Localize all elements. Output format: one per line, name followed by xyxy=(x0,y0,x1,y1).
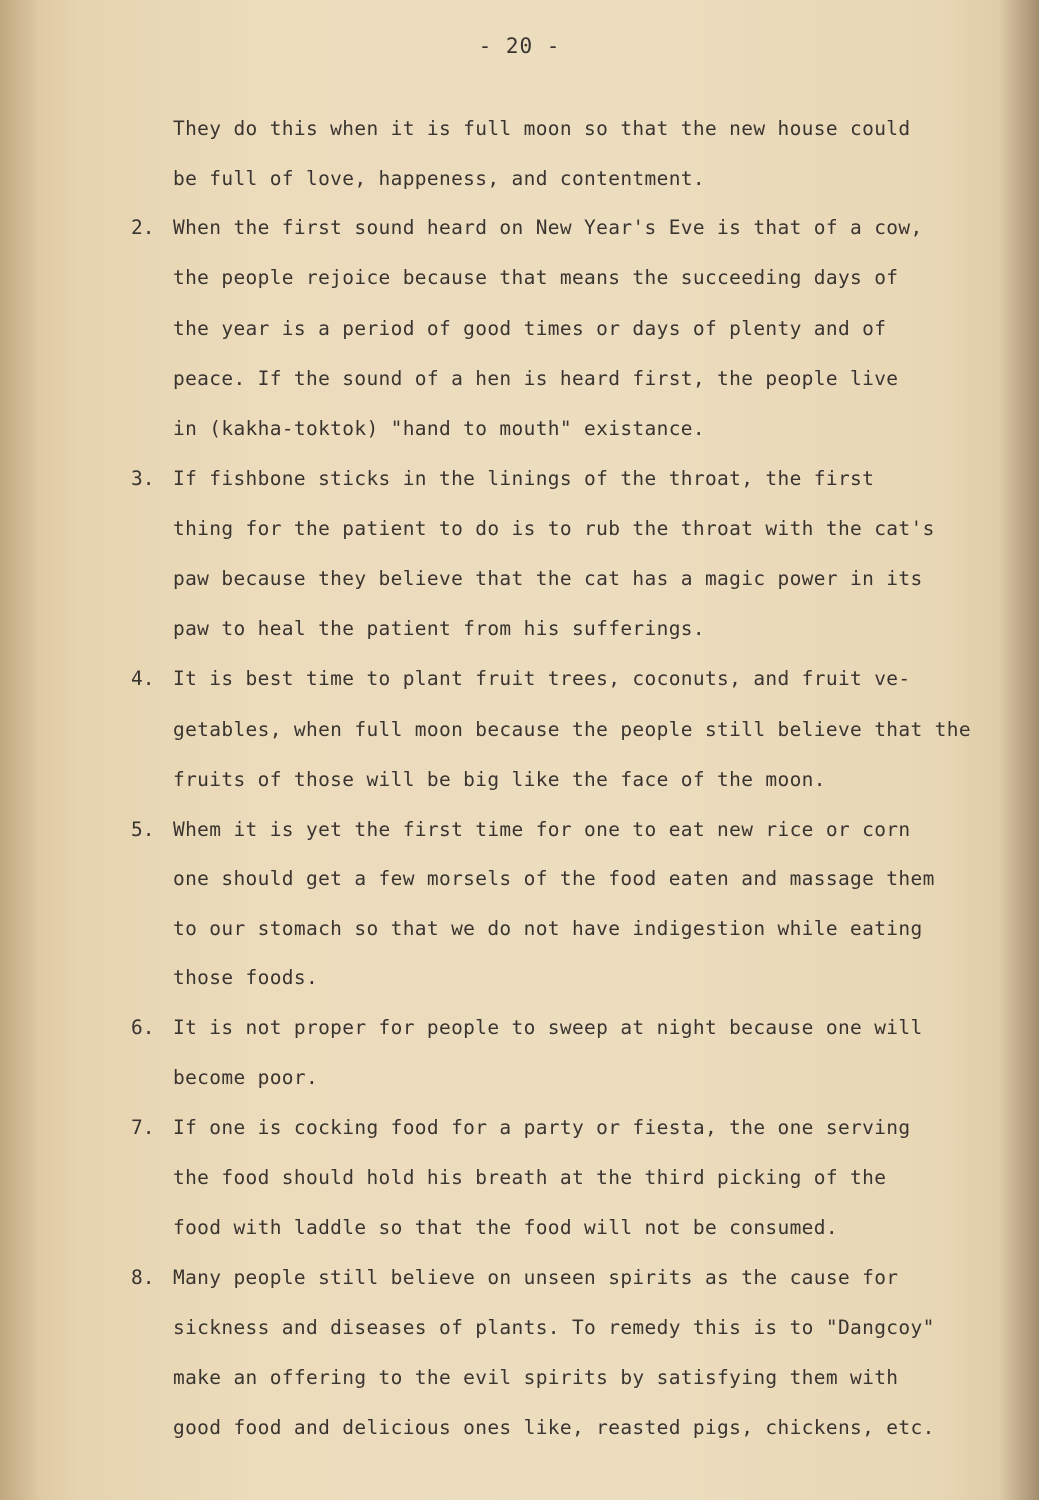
item-line: paw because they believe that the cat has a magic power in its xyxy=(173,567,923,590)
item-line: getables, when full moon because the people still believe that the xyxy=(173,718,971,741)
item-line: to our stomach so that we do not have indigestion while eating xyxy=(173,917,923,940)
item-line: the people rejoice because that means the succeeding days of xyxy=(173,266,899,289)
item-line: sickness and diseases of plants. To remedy this is to "Dangcoy" xyxy=(173,1316,935,1339)
item-number: 2. xyxy=(131,216,155,239)
item-line: If fishbone sticks in the linings of the throat, the first xyxy=(173,467,875,490)
intro-line: be full of love, happeness, and contentment. xyxy=(173,167,705,190)
item-line: food with laddle so that the food will not be consumed. xyxy=(173,1216,838,1239)
item-number: 4. xyxy=(131,667,155,690)
item-line: It is best time to plant fruit trees, coconuts, and fruit ve- xyxy=(173,667,911,690)
page-right-shadow xyxy=(999,0,1039,1500)
item-line: good food and delicious ones like, reasted pigs, chickens, etc. xyxy=(173,1416,935,1439)
item-line: Many people still believe on unseen spirits as the cause for xyxy=(173,1266,899,1289)
item-number: 3. xyxy=(131,467,155,490)
item-line: one should get a few morsels of the food eaten and massage them xyxy=(173,867,935,890)
item-line: in (kakha-toktok) "hand to mouth" existance. xyxy=(173,417,705,440)
item-line: fruits of those will be big like the face of the moon. xyxy=(173,768,826,791)
item-number: 6. xyxy=(131,1016,155,1039)
item-number: 8. xyxy=(131,1266,155,1289)
item-line: It is not proper for people to sweep at night because one will xyxy=(173,1016,923,1039)
item-line: the food should hold his breath at the third picking of the xyxy=(173,1166,887,1189)
item-line: the year is a period of good times or days of plenty and of xyxy=(173,317,887,340)
item-line: Whem it is yet the first time for one to eat new rice or corn xyxy=(173,818,911,841)
intro-line: They do this when it is full moon so that the new house could xyxy=(173,117,911,140)
page-left-shadow xyxy=(0,0,40,1500)
item-line: If one is cocking food for a party or fiesta, the one serving xyxy=(173,1116,911,1139)
item-line: paw to heal the patient from his sufferings. xyxy=(173,617,705,640)
item-line: become poor. xyxy=(173,1066,319,1089)
item-number: 5. xyxy=(131,818,155,841)
item-line: thing for the patient to do is to rub the throat with the cat's xyxy=(173,517,935,540)
item-line: peace. If the sound of a hen is heard first, the people live xyxy=(173,367,899,390)
item-line: When the first sound heard on New Year's Eve is that of a cow, xyxy=(173,216,923,239)
item-number: 7. xyxy=(131,1116,155,1139)
item-line: those foods. xyxy=(173,966,319,989)
item-line: make an offering to the evil spirits by satisfying them with xyxy=(173,1366,899,1389)
page-number: - 20 - xyxy=(478,34,561,58)
